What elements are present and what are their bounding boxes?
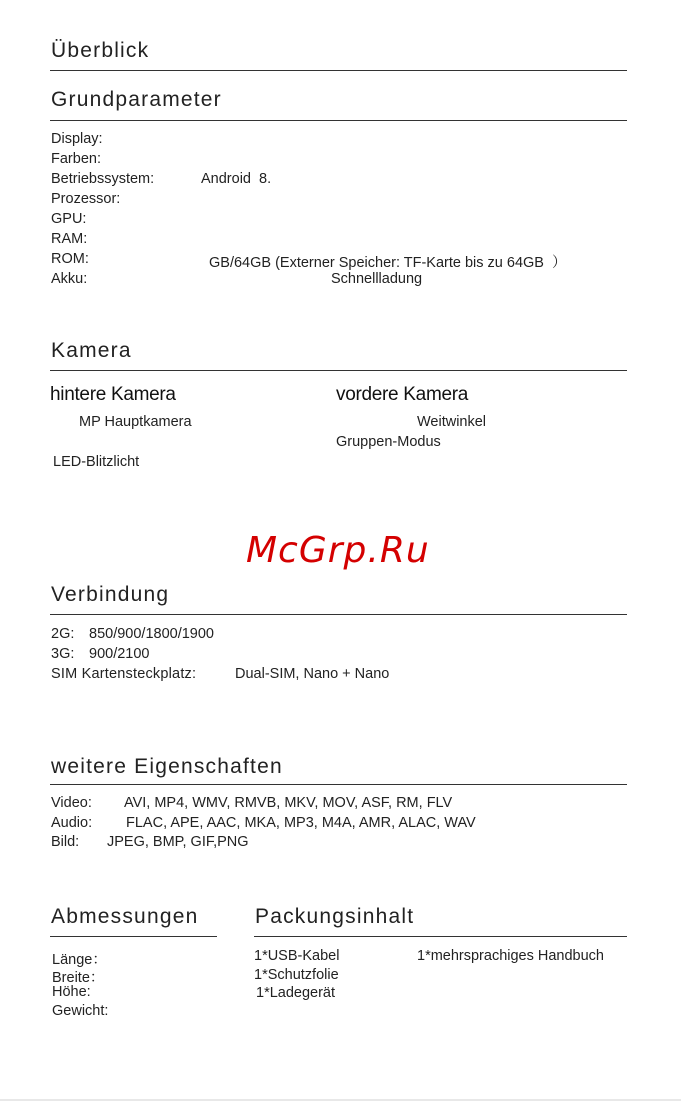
processor-label: Prozessor:: [51, 191, 121, 207]
front-camera-heading: vordere Kamera: [336, 384, 469, 405]
image-label: Bild:: [51, 834, 80, 850]
audio-label: Audio:: [51, 815, 93, 831]
rom-value: GB/64GB (Externer Speicher: TF-Karte bis zu 64GB ）: [209, 255, 567, 271]
video-value: AVI, MP4, WMV, RMVB, MKV, MOV, ASF, RM, FLV: [124, 795, 453, 811]
watermark-logo: McGrp.Ru: [246, 530, 430, 571]
weight-label: Gewicht:: [52, 1003, 109, 1019]
sim-value: Dual-SIM, Nano + Nano: [235, 666, 390, 682]
os-value: Android 8.: [201, 171, 272, 187]
front-wide-angle: Weitwinkel: [417, 414, 487, 430]
3g-label: 3G:: [51, 646, 75, 662]
rear-main-camera: MP Hauptkamera: [79, 414, 192, 430]
package-item-usb-cable: 1*USB-Kabel: [254, 948, 340, 964]
package-item-screen-protector: 1*Schutzfolie: [254, 967, 339, 983]
rom-label: ROM:: [51, 251, 89, 267]
features-title: weitere Eigenschaften: [51, 755, 283, 778]
sim-label: SIM Kartensteckplatz:: [51, 666, 197, 682]
basic-title: Grundparameter: [51, 88, 222, 111]
package-item-manual: 1*mehrsprachiges Handbuch: [417, 948, 604, 964]
dimensions-divider: [50, 936, 217, 937]
dimensions-title: Abmessungen: [51, 905, 199, 928]
rear-camera-heading: hintere Kamera: [50, 384, 176, 405]
length-label: Länge：: [52, 952, 107, 968]
3g-value: 900/2100: [89, 646, 150, 662]
connection-divider: [50, 614, 627, 615]
image-value: JPEG, BMP, GIF,PNG: [107, 834, 249, 850]
package-divider: [254, 936, 627, 937]
height-label: Höhe:: [52, 984, 91, 1000]
overview-title: Überblick: [51, 39, 150, 62]
package-title: Packungsinhalt: [255, 905, 415, 928]
2g-label: 2G:: [51, 626, 75, 642]
video-label: Video:: [51, 795, 92, 811]
features-divider: [50, 784, 627, 785]
camera-title: Kamera: [51, 339, 132, 362]
colors-label: Farben:: [51, 151, 101, 167]
connection-title: Verbindung: [51, 583, 170, 606]
audio-value: FLAC, APE, AAC, MKA, MP3, M4A, AMR, ALAC, WAV: [126, 815, 476, 831]
package-item-charger: 1*Ladegerät: [256, 985, 336, 1001]
front-group-mode: Gruppen-Modus: [336, 434, 441, 450]
os-label: Betriebssystem:: [51, 171, 155, 187]
2g-value: 850/900/1800/1900: [89, 626, 214, 642]
rear-flash: LED-Blitzlicht: [53, 454, 140, 470]
battery-value: Schnellladung: [331, 271, 423, 287]
display-label: Display:: [51, 131, 103, 147]
gpu-label: GPU:: [51, 211, 87, 227]
width-label: Breite：: [52, 970, 105, 986]
battery-label: Akku:: [51, 271, 88, 287]
overview-divider: [50, 70, 627, 71]
ram-label: RAM:: [51, 231, 88, 247]
basic-divider: [50, 120, 627, 121]
camera-divider: [50, 370, 627, 371]
